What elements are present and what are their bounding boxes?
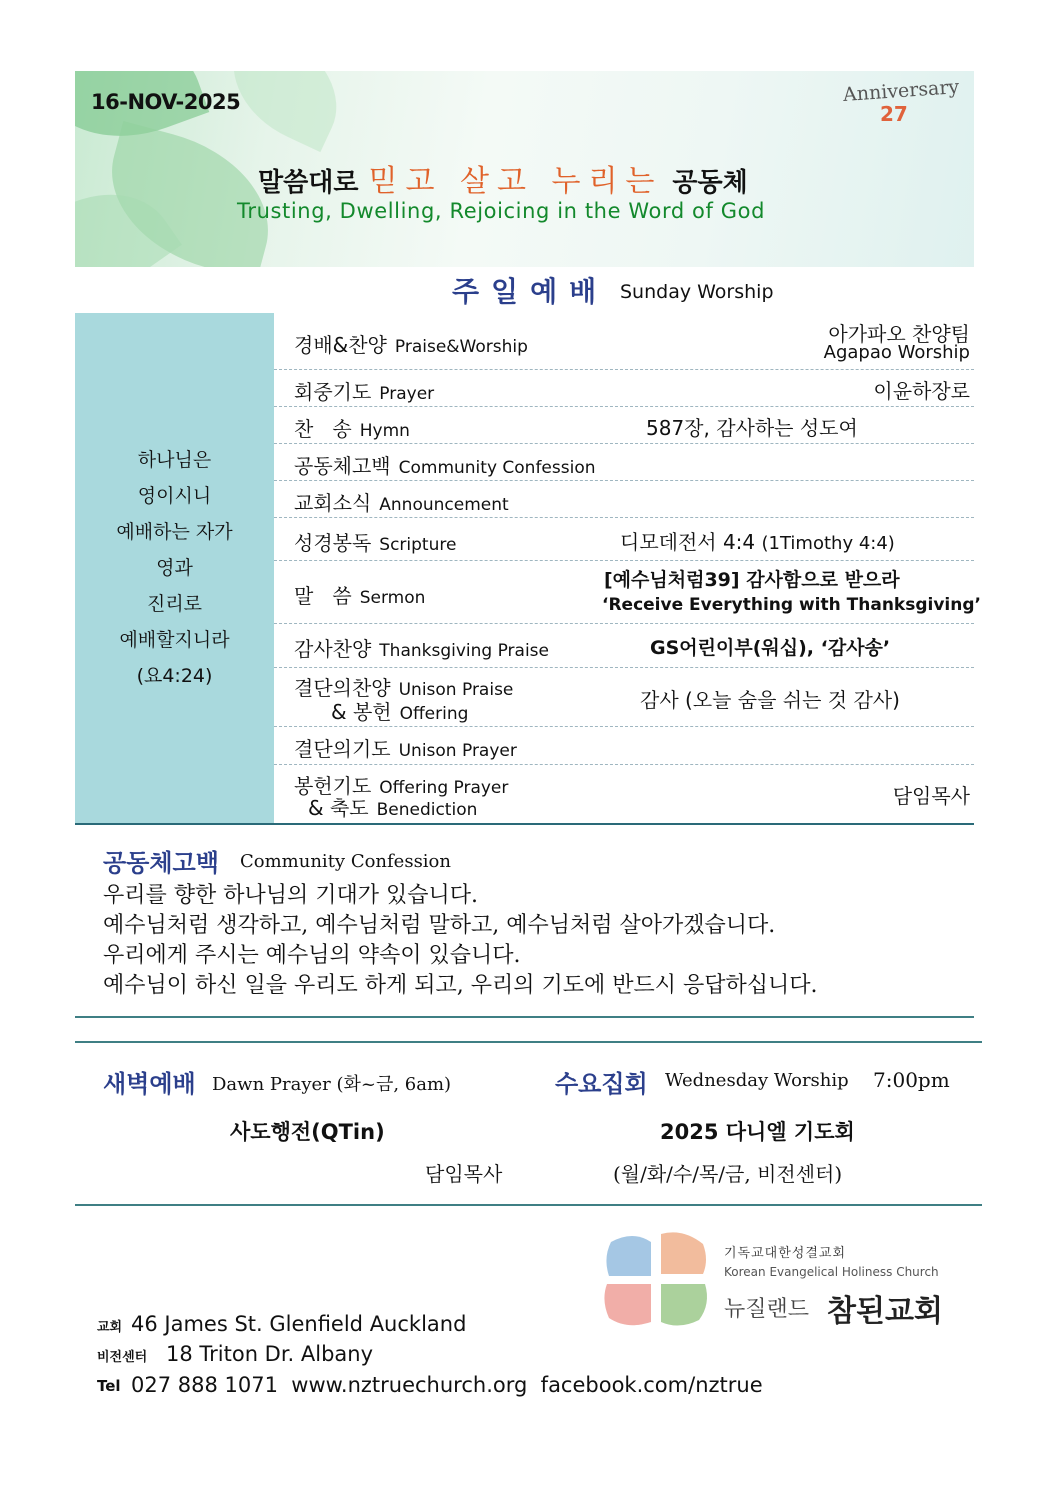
order-item: 결단의찬양 Unison Praise xyxy=(294,676,514,700)
worship-title-en: Sunday Worship xyxy=(620,281,774,303)
sermon-title-en: ‘Receive Everything with Thanksgiving’ xyxy=(602,595,981,615)
order-item: 말 씀 Sermon xyxy=(294,584,426,608)
dawn-book: 사도행전(QTin) xyxy=(230,1120,385,1144)
logo-petal-green xyxy=(661,1284,707,1326)
confession-line: 예수님이 하신 일을 우리도 하게 되고, 우리의 기도에 반드시 응답하십니다. xyxy=(103,973,818,998)
verse-line: 영이시니 xyxy=(137,485,212,507)
confession-line: 예수님처럼 생각하고, 예수님처럼 말하고, 예수님처럼 살아가겠습니다. xyxy=(103,913,776,938)
confession-line: 우리를 향한 하나님의 기대가 있습니다. xyxy=(103,883,478,908)
denomination-ko: 기독교대한성결교회 xyxy=(724,1246,847,1261)
verse-line: 영과 xyxy=(156,557,193,579)
confession-title-ko: 공동체고백 xyxy=(103,849,219,877)
dawn-leader: 담임목사 xyxy=(425,1162,503,1186)
order-item: 경배&찬양 Praise&Worship xyxy=(294,333,528,357)
verse-line: 예배할지니라 xyxy=(119,629,230,651)
order-row-offering xyxy=(274,668,974,727)
order-value-en: Agapao Worship xyxy=(823,342,970,363)
anniversary-label: Anniversary xyxy=(842,75,960,107)
order-value: 아가파오 찬양팀 xyxy=(828,322,970,346)
order-row-thanksgiving xyxy=(274,624,974,668)
order-item: 교회소식 Announcement xyxy=(294,491,509,515)
vision-center-label: 비전센터 xyxy=(97,1350,148,1365)
order-value: 담임목사 xyxy=(892,784,970,808)
logo-petal-orange xyxy=(661,1232,706,1274)
motto-suffix: 공동체 xyxy=(672,168,748,198)
contact-info: 027 888 1071 www.nztruechurch.org facebook.com/nztrue xyxy=(131,1373,763,1397)
order-value: 587장, 감사하는 성도여 xyxy=(646,416,858,440)
verse-line: 진리로 xyxy=(146,593,203,615)
motto-highlight: 믿고 살고 누리는 xyxy=(368,164,663,199)
table-divider xyxy=(75,823,974,825)
order-row-announcement xyxy=(274,481,974,518)
order-item: 회중기도 Prayer xyxy=(294,380,435,404)
worship-title-ko: 주일예배 xyxy=(452,275,609,308)
verse-line: 하나님은 xyxy=(137,449,212,471)
section-divider xyxy=(75,1041,982,1043)
dawn-title-en: Dawn Prayer (화~금, 6am) xyxy=(212,1074,452,1095)
order-value: 감사 (오늘 숨을 쉬는 것 감사) xyxy=(640,688,900,712)
denomination-en: Korean Evangelical Holiness Church xyxy=(724,1265,939,1279)
logo-petal-red xyxy=(604,1284,651,1325)
order-value: 이윤하장로 xyxy=(873,379,970,403)
order-row-benediction xyxy=(274,765,974,822)
order-item: 감사찬양 Thanksgiving Praise xyxy=(294,637,549,661)
order-row-scripture xyxy=(274,518,974,561)
church-address: 46 James St. Glenfield Auckland xyxy=(131,1312,467,1336)
order-item-sub: & 봉헌 Offering xyxy=(331,700,469,724)
wednesday-title-ko: 수요집회 xyxy=(555,1070,648,1098)
section-divider xyxy=(75,1016,974,1018)
section-divider xyxy=(75,1204,982,1206)
order-item: 결단의기도 Unison Prayer xyxy=(294,737,517,761)
church-address-label: 교회 xyxy=(97,1320,123,1335)
order-row-praise xyxy=(274,313,974,370)
order-item: 공동체고백 Community Confession xyxy=(294,454,596,478)
bulletin-date: 16-NOV-2025 xyxy=(91,90,241,114)
confession-title-en: Community Confession xyxy=(240,851,451,872)
order-row-prayer xyxy=(274,370,974,407)
order-row-sermon xyxy=(274,561,981,624)
verse-line: 예배하는 자가 xyxy=(116,521,233,543)
order-row-confession xyxy=(274,444,974,481)
church-logo-icon xyxy=(603,1230,713,1330)
order-item: 찬 송 Hymn xyxy=(294,417,410,441)
church-name: 참된교회 xyxy=(827,1294,943,1329)
order-value: 디모데전서 4:4 (1Timothy 4:4) xyxy=(620,530,895,554)
motto-prefix: 말씀대로 xyxy=(258,168,359,198)
verse-reference: (요4:24) xyxy=(136,665,213,687)
order-row-hymn xyxy=(274,407,974,444)
logo-petal-blue xyxy=(606,1236,651,1276)
confession-line: 우리에게 주시는 예수님의 약속이 있습니다. xyxy=(103,943,521,968)
motto-korean xyxy=(258,156,748,200)
order-item: 봉헌기도 Offering Prayer xyxy=(294,774,509,798)
order-item-sub: & 축도 Benediction xyxy=(308,796,478,820)
dawn-title-ko: 새벽예배 xyxy=(103,1070,196,1098)
anniversary-number: 27 xyxy=(880,102,908,126)
order-row-unison-prayer xyxy=(274,727,974,765)
vision-center-address: 18 Triton Dr. Albany xyxy=(166,1342,374,1366)
verse-text xyxy=(75,442,274,694)
order-item: 성경봉독 Scripture xyxy=(294,531,457,555)
wednesday-title-en: Wednesday Worship xyxy=(665,1070,849,1091)
wednesday-event: 2025 다니엘 기도회 xyxy=(660,1120,855,1144)
tel-label: Tel xyxy=(97,1377,121,1395)
order-value: GS어린이부(워십), ‘감사송’ xyxy=(650,637,891,659)
motto-english: Trusting, Dwelling, Rejoicing in the Word of God xyxy=(237,199,766,223)
region-name: 뉴질랜드 xyxy=(724,1297,810,1322)
wednesday-time: 7:00pm xyxy=(873,1068,950,1092)
sermon-title-ko: [예수님처럼39] 감사함으로 받으라 xyxy=(604,569,900,591)
wednesday-schedule: (월/화/수/목/금, 비전센터) xyxy=(613,1162,843,1186)
